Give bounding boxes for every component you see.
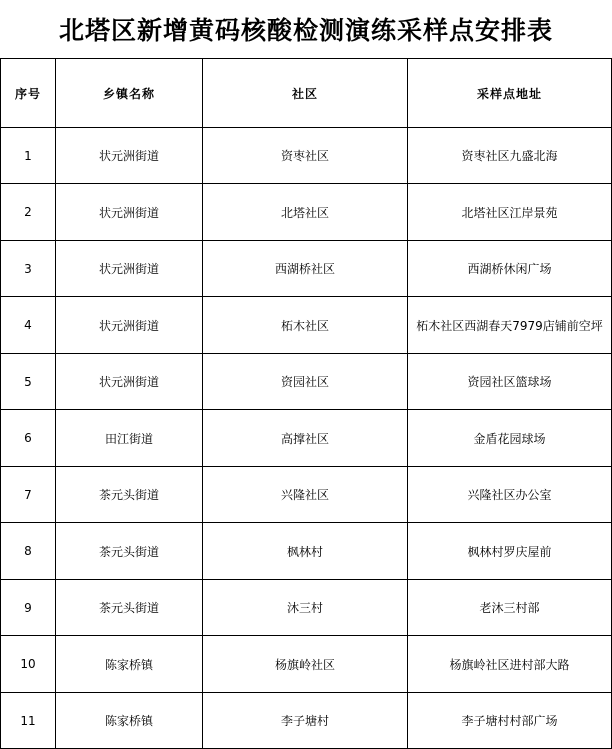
cell-community: 柘木社区: [203, 297, 408, 354]
table-row: [1, 354, 612, 410]
cell-address: 资园社区篮球场: [408, 354, 612, 410]
cell-address: 李子塘村村部广场: [408, 693, 612, 749]
cell-community: 高撑社区: [203, 410, 408, 467]
cell-address: 资枣社区九盛北海: [408, 128, 612, 184]
page-title: 北塔区新增黄码核酸检测演练采样点安排表: [58, 16, 553, 45]
cell-town: 状元洲街道: [56, 354, 203, 410]
cell-community: 沐三村: [203, 580, 408, 636]
cell-serial: 3: [1, 241, 56, 297]
cell-town: 陈家桥镇: [56, 693, 203, 749]
cell-community: 北塔社区: [203, 184, 408, 241]
table-row: [1, 128, 612, 184]
cell-address: 枫林村罗庆屋前: [408, 523, 612, 580]
cell-community: 枫林村: [203, 523, 408, 580]
cell-address: 兴隆社区办公室: [408, 467, 612, 523]
cell-town: 田江街道: [56, 410, 203, 467]
cell-town: 状元洲街道: [56, 297, 203, 354]
cell-serial: 7: [1, 467, 56, 523]
cell-town: 茶元头街道: [56, 580, 203, 636]
cell-town: 状元洲街道: [56, 184, 203, 241]
cell-town: 状元洲街道: [56, 241, 203, 297]
cell-address: 金盾花园球场: [408, 410, 612, 467]
table-header-row: [1, 59, 612, 128]
cell-serial: 10: [1, 636, 56, 693]
cell-town: 状元洲街道: [56, 128, 203, 184]
header-address: 采样点地址: [408, 59, 612, 128]
cell-address: 西湖桥休闲广场: [408, 241, 612, 297]
table-row: [1, 297, 612, 354]
cell-community: 资枣社区: [203, 128, 408, 184]
header-community: 社区: [203, 59, 408, 128]
cell-town: 茶元头街道: [56, 467, 203, 523]
cell-serial: 4: [1, 297, 56, 354]
cell-community: 西湖桥社区: [203, 241, 408, 297]
cell-town: 茶元头街道: [56, 523, 203, 580]
cell-address: 柘木社区西湖春天7979店铺前空坪: [408, 297, 612, 354]
table-row: [1, 467, 612, 523]
table-row: [1, 636, 612, 693]
cell-community: 杨旗岭社区: [203, 636, 408, 693]
cell-address: 杨旗岭社区进村部大路: [408, 636, 612, 693]
table-row: [1, 523, 612, 580]
table-row: [1, 241, 612, 297]
cell-address: 北塔社区江岸景苑: [408, 184, 612, 241]
table-row: [1, 410, 612, 467]
cell-serial: 8: [1, 523, 56, 580]
cell-serial: 1: [1, 128, 56, 184]
cell-serial: 9: [1, 580, 56, 636]
cell-community: 李子塘村: [203, 693, 408, 749]
cell-community: 资园社区: [203, 354, 408, 410]
cell-serial: 5: [1, 354, 56, 410]
cell-serial: 2: [1, 184, 56, 241]
header-serial: 序号: [1, 59, 56, 128]
cell-serial: 11: [1, 693, 56, 749]
cell-town: 陈家桥镇: [56, 636, 203, 693]
header-town: 乡镇名称: [56, 59, 203, 128]
table-row: [1, 693, 612, 749]
table-row: [1, 580, 612, 636]
cell-community: 兴隆社区: [203, 467, 408, 523]
table-row: [1, 184, 612, 241]
cell-address: 老沐三村部: [408, 580, 612, 636]
schedule-table: [0, 58, 612, 749]
cell-serial: 6: [1, 410, 56, 467]
